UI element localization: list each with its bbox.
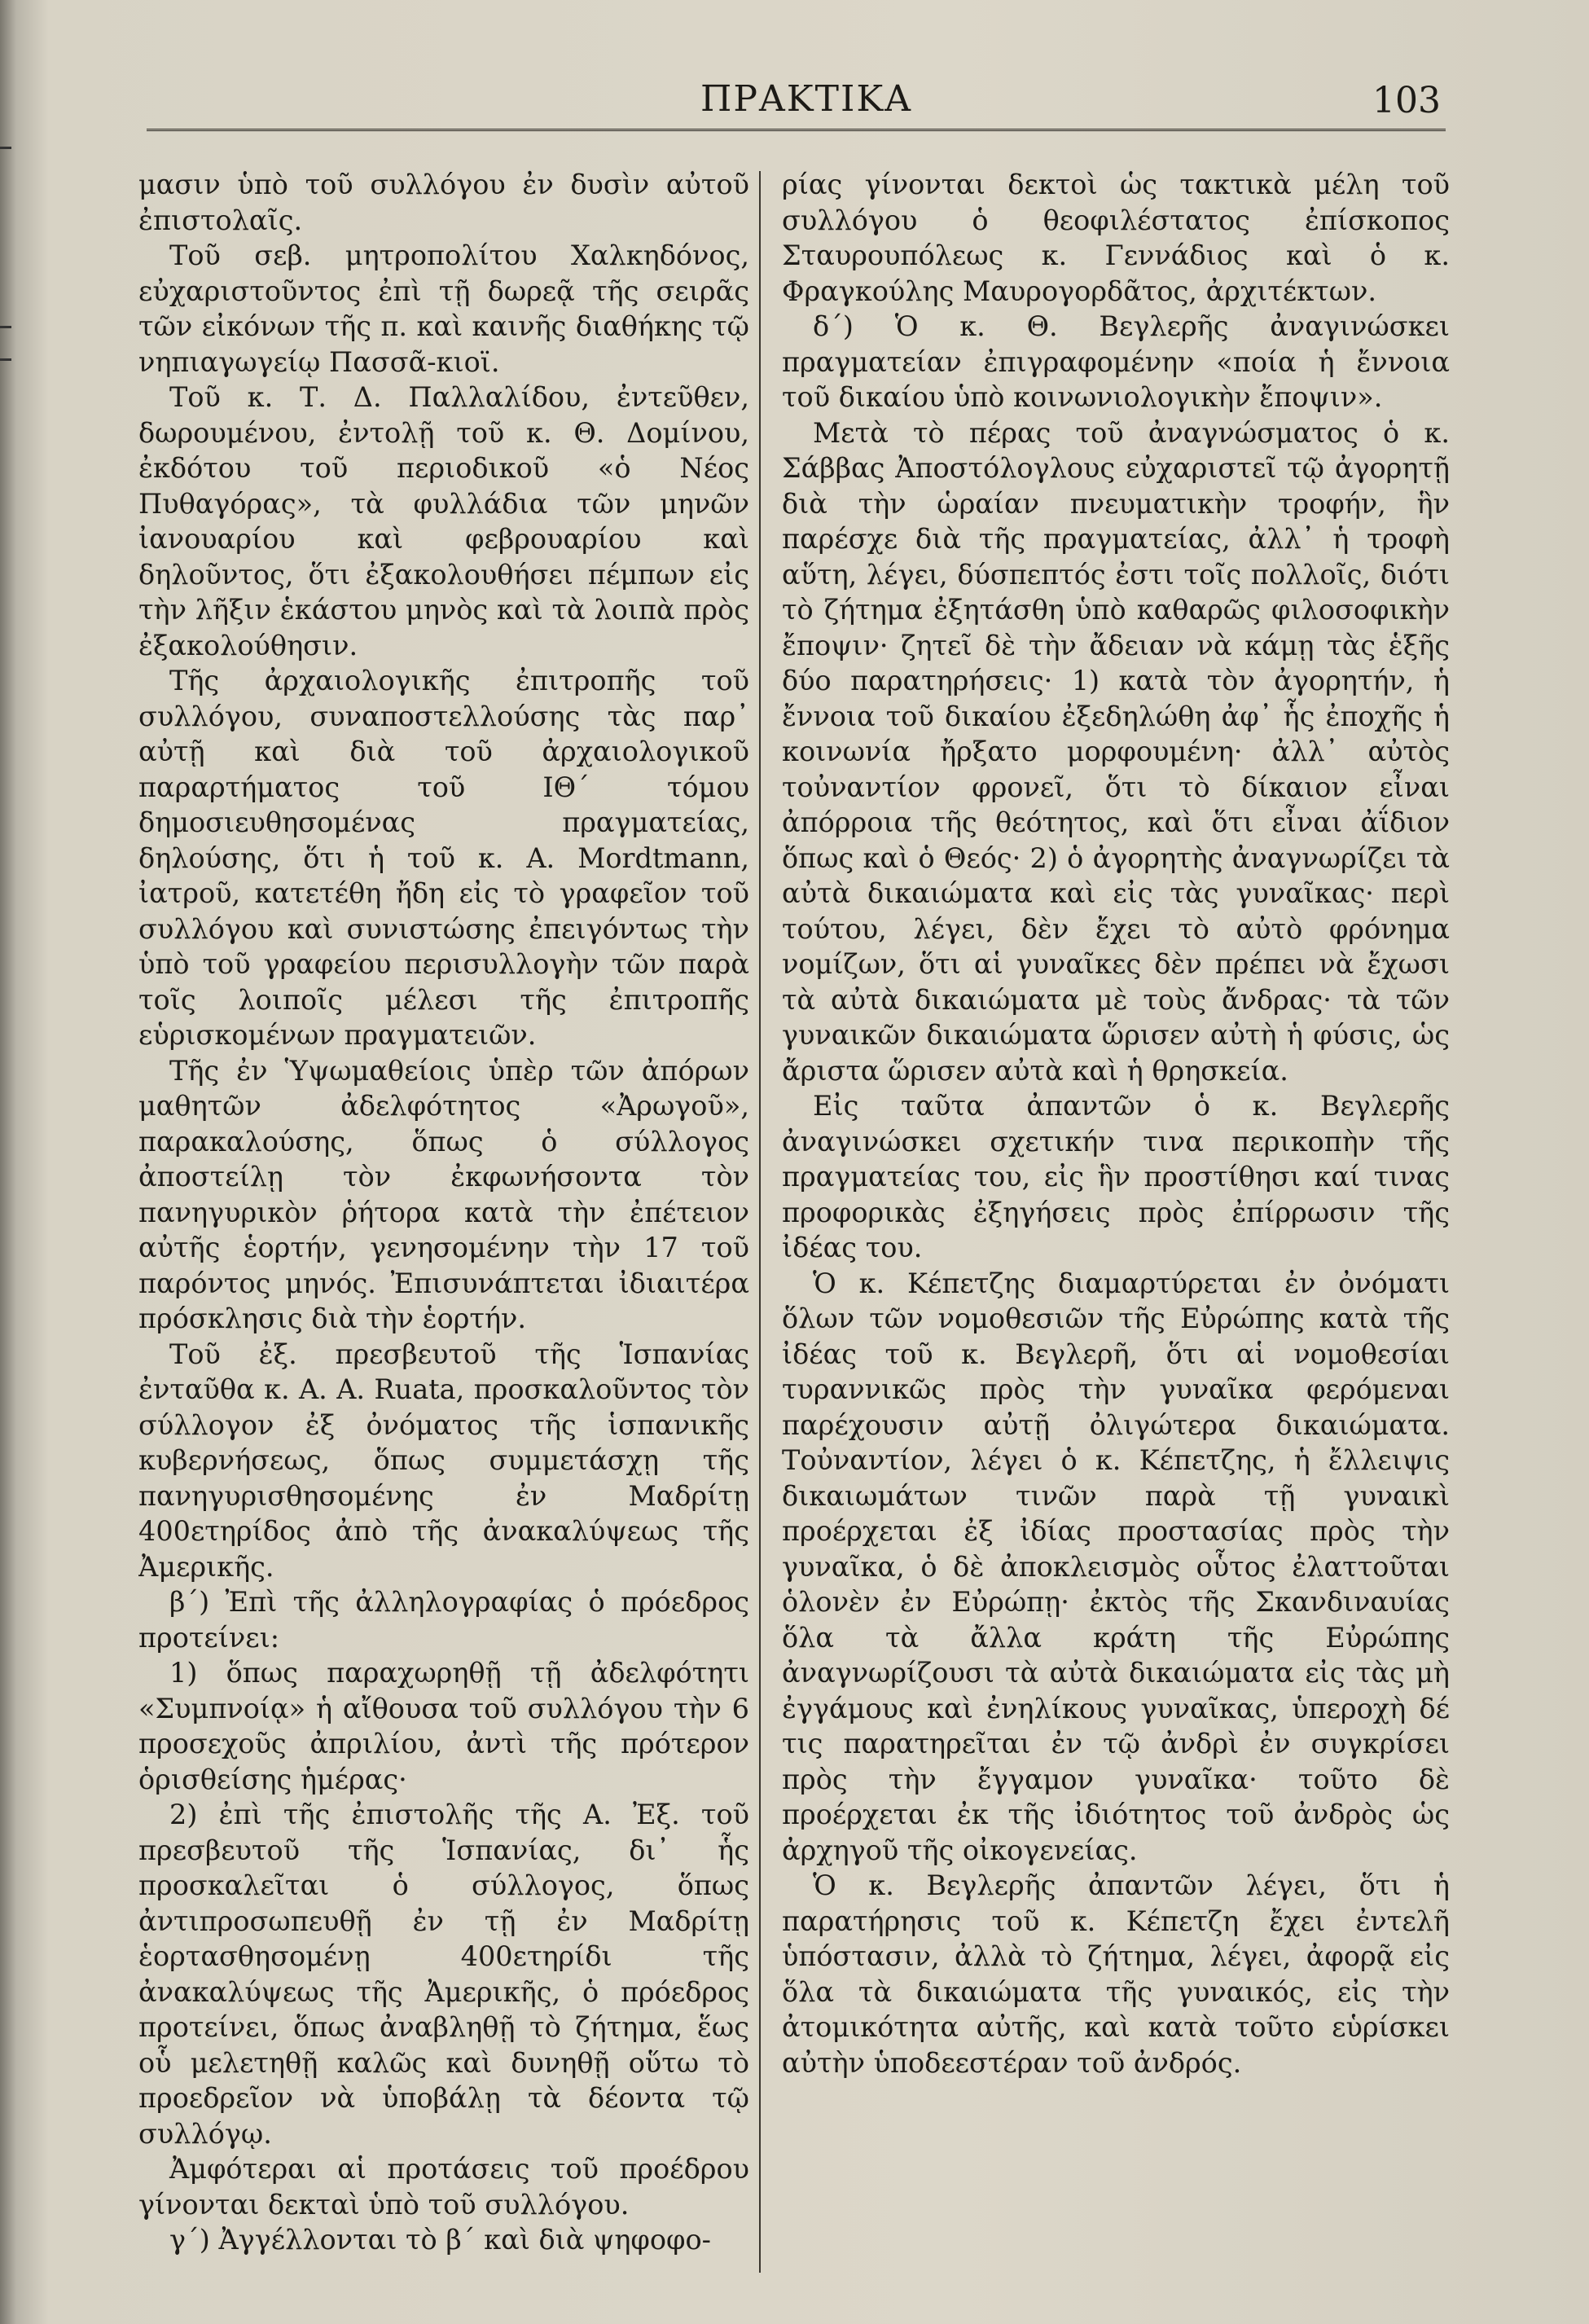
paragraph: Ὁ κ. Βεγλερῆς ἀπαντῶν λέγει, ὅτι ἡ παρατήρησις τοῦ κ. Κέπετζη ἔχει ἐντελῆ ὑπόστασιν, ἀλλὰ τὸ ζήτημα, λέγει, ἀφορᾷ εἰς ὅλα τὰ δικαιώματα τῆς γυναικός, εἰς τὴν ἀτομικότητα αὐτῆς, καὶ κατὰ τοῦτο εὑρίσκει αὐτὴν ὑποδεεστέραν τοῦ ἀνδρός. (782, 1869, 1450, 2079)
paragraph: γ´) Ἀγγέλλονται τὸ β´ καὶ διὰ ψηφοφο- (169, 2224, 711, 2256)
paragraph: Ὁ κ. Κέπετζης διαμαρτύρεται ἐν ὀνόματι ὅλων τῶν νομοθεσιῶν τῆς Εὐρώπης κατὰ τῆς ἰδέας τοῦ κ. Βεγλερῆ, ὅτι αἱ νομοθεσίαι τυραννικῶς πρὸς τὴν γυναῖκα φερόμεναι παρέχουσιν αὐτῇ ὀλιγώτερα δικαιώματα. Τοὐναντίον, λέγει ὁ κ. Κέπετζης, ἡ ἔλλειψις δικαιωμάτων τινῶν παρὰ τῇ γυναικὶ προέρχεται ἐξ ἰδίας προστασίας πρὸς τὴν γυναῖκα, ὁ δὲ ἀποκλεισμὸς οὗτος ἐλαττοῦται ὁλονὲν ἐν Εὐρώπῃ· ἐκτὸς τῆς Σκανδιναυίας ὅλα τὰ ἄλλα κράτη τῆς Εὐρώπης ἀναγνωρίζουσι τὰ αὐτὰ δικαιώματα εἰς τὰς μὴ ἐγγάμους καὶ ἐνηλίκους γυναῖκας, ὑπεροχὴ δέ τις παρατηρεῖται ἐν τῷ ἀνδρὶ ἐν συγκρίσει πρὸς τὴν ἔγγαμον γυναῖκα· τοῦτο δὲ προέρχεται ἐκ τῆς ἰδιότητος τοῦ ἀνδρὸς ὡς ἀρχηγοῦ τῆς οἰκογενείας. (782, 1267, 1450, 1866)
right-column (782, 167, 1450, 2285)
binding-mark (0, 358, 11, 361)
paragraph: Τοῦ κ. Τ. Δ. Παλλαλίδου, ἐντεῦθεν, δωρουμένου, ἐντολῇ τοῦ κ. Θ. Δομίνου, ἐκδότου τοῦ περιοδικοῦ «ὁ Νέος Πυθαγόρας», τὰ φυλλάδια τῶν μηνῶν ἰανουαρίου καὶ φεβρουαρίου καὶ δηλοῦντος, ὅτι ἐξακολουθήσει πέμπων εἰς τὴν λῆξιν ἑκάστου μηνὸς καὶ τὰ λοιπὰ πρὸς ἐξακολούθησιν. (138, 381, 749, 661)
binding-mark (0, 326, 11, 328)
paragraph: Εἰς ταῦτα ἀπαντῶν ὁ κ. Βεγλερῆς ἀναγινώσκει σχετικήν τινα περικοπὴν τῆς πραγματείας του, εἰς ἣν προστίθησι καί τινας προφορικὰς ἐξηγήσεις πρὸς ἐπίρρωσιν τῆς ἰδέας του. (782, 1090, 1450, 1263)
left-column (138, 167, 749, 2285)
binding-mark (0, 147, 11, 149)
paragraph: Ἀμφότεραι αἱ προτάσεις τοῦ προέδρου γίνονται δεκταὶ ὑπὸ τοῦ συλλόγου. (138, 2153, 749, 2221)
paragraph: Μετὰ τὸ πέρας τοῦ ἀναγνώσματος ὁ κ. Σάββας Ἀποστόλογλους εὐχαριστεῖ τῷ ἀγορητῇ διὰ τὴν ὡραίαν πνευματικὴν τροφήν, ἣν παρέσχε διὰ τῆς πραγματείας, ἀλλ᾽ ἡ τροφὴ αὕτη, λέγει, δύσπεπτός ἐστι τοῖς πολλοῖς, διότι τὸ ζήτημα ἐξητάσθη ὑπὸ καθαρῶς φιλοσοφικὴν ἔποψιν· ζητεῖ δὲ τὴν ἄδειαν νὰ κάμῃ τὰς ἑξῆς δύο παρατηρήσεις· 1) κατὰ τὸν ἀγορητήν, ἡ ἔννοια τοῦ δικαίου ἐξεδηλώθη ἀφ᾽ ἧς ἐποχῆς ἡ κοινωνία ἤρξατο μορφουμένη· ἀλλ᾽ αὐτὸς τοὐναντίον φρονεῖ, ὅτι τὸ δίκαιον εἶναι ἀπόρροια τῆς θεότητος, καὶ ὅτι εἶναι ἀΐδιον ὅπως καὶ ὁ Θεός· 2) ὁ ἀγορητὴς ἀναγνωρίζει τὰ αὐτὰ δικαιώματα καὶ εἰς τὰς γυναῖκας· περὶ τούτου, λέγει, δὲν ἔχει τὸ αὐτὸ φρόνημα νομίζων, ὅτι αἱ γυναῖκες δὲν πρέπει νὰ ἔχωσι τὰ αὐτὰ δικαιώματα μὲ τοὺς ἄνδρας· τὰ τῶν γυναικῶν δικαιώματα ὥρισεν αὐτὴ ἡ φύσις, ὡς ἄριστα ὥρισεν αὐτὰ καὶ ἡ θρησκεία. (782, 416, 1450, 1087)
paragraph: Τῆς ἐν Ὑψωμαθείοις ὑπὲρ τῶν ἀπόρων μαθητῶν ἀδελφότητος «Ἀρωγοῦ», παρακαλούσης, ὅπως ὁ σύλλογος ἀποστείλῃ τὸν ἐκφωνήσοντα τὸν πανηγυρικὸν ῥήτορα κατὰ τὴν ἐπέτειον αὐτῆς ἑορτήν, γενησομένην τὴν 17 τοῦ παρόντος μηνός. Ἐπισυνάπτεται ἰδιαιτέρα πρόσκλησις διὰ τὴν ἑορτήν. (138, 1054, 749, 1334)
paragraph: ρίας γίνονται δεκτοὶ ὡς τακτικὰ μέλη τοῦ συλλόγου ὁ θεοφιλέστατος ἐπίσκοπος Σταυρουπόλεως κ. Γεννάδιος καὶ ὁ κ. Φραγκούλης Μαυρογορδᾶτος, ἀρχιτέκτων. (782, 169, 1450, 307)
paragraph: δ´) Ὁ κ. Θ. Βεγλερῆς ἀναγινώσκει πραγματείαν ἐπιγραφομένην «ποία ἡ ἔννοια τοῦ δικαίου ὑπὸ κοινωνιολογικὴν ἔποψιν». (782, 310, 1450, 413)
paragraph: Τοῦ σεβ. μητροπολίτου Χαλκηδόνος, εὐχαριστοῦντος ἐπὶ τῇ δωρεᾷ τῆς σειρᾶς τῶν εἰκόνων τῆς π. καὶ καινῆς διαθήκης τῷ νηπιαγωγείῳ Πασσᾶ-κιοϊ. (138, 239, 749, 378)
paragraph: 2) ἐπὶ τῆς ἐπιστολῆς τῆς Α. Ἐξ. τοῦ πρεσβευτοῦ τῆς Ἱσπανίας, δι᾽ ἧς προσκαλεῖται ὁ σύλλογος, ὅπως ἀντιπροσωπευθῇ ἐν τῇ ἐν Μαδρίτῃ ἑορτασθησομένῃ 400ετηρίδι τῆς ἀνακαλύψεως τῆς Ἀμερικῆς, ὁ πρόεδρος προτείνει, ὅπως ἀναβληθῇ τὸ ζήτημα, ἕως οὗ μελετηθῇ καλῶς καὶ δυνηθῇ οὕτω τὸ προεδρεῖον νὰ ὑποβάλῃ τὰ δέοντα τῷ συλλόγῳ. (138, 1799, 749, 2150)
running-title: ΠΡΑΚΤΙΚΑ (700, 78, 912, 120)
column-divider (759, 171, 761, 2273)
paragraph: 1) ὅπως παραχωρηθῇ τῇ ἀδελφότητι «Συμπνοίᾳ» ἡ αἴθουσα τοῦ συλλόγου τὴν 6 προσεχοῦς ἀπριλίου, ἀντὶ τῆς πρότερον ὁρισθείσης ἡμέρας· (138, 1657, 749, 1795)
paragraph: Τῆς ἀρχαιολογικῆς ἐπιτροπῆς τοῦ συλλόγου, συναποστελλούσης τὰς παρ᾽ αὐτῇ καὶ διὰ τοῦ ἀρχαιολογικοῦ παραρτήματος τοῦ ΙΘ´ τόμου δημοσιευθησομένας πραγματείας, δηλούσης, ὅτι ἡ τοῦ κ. Α. Mordtmann, ἰατροῦ, κατετέθη ἤδη εἰς τὸ γραφεῖον τοῦ συλλόγου καὶ συνιστώσης ἐπειγόντως τὴν ὑπὸ τοῦ γραφείου περισυλλογὴν τῶν παρὰ τοῖς λοιποῖς μέλεσι τῆς ἐπιτροπῆς εὑρισκομένων πραγματειῶν. (138, 665, 749, 1051)
paragraph: β´) Ἐπὶ τῆς ἀλληλογραφίας ὁ πρόεδρος προτείνει: (138, 1586, 749, 1654)
page-number: 103 (1372, 80, 1441, 121)
paragraph: μασιν ὑπὸ τοῦ συλλόγου ἐν δυσὶν αὐτοῦ ἐπιστολαῖς. (138, 169, 749, 236)
page-header (147, 72, 1446, 131)
paragraph: Τοῦ ἐξ. πρεσβευτοῦ τῆς Ἱσπανίας ἐνταῦθα κ. A. A. Ruata, προσκαλοῦντος τὸν σύλλογον ἐξ ὀνόματος τῆς ἱσπανικῆς κυβερνήσεως, ὅπως συμμετάσχῃ τῆς πανηγυρισθησομένης ἐν Μαδρίτῃ 400ετηρίδος ἀπὸ τῆς ἀνακαλύψεως τῆς Ἀμερικῆς. (138, 1338, 749, 1583)
